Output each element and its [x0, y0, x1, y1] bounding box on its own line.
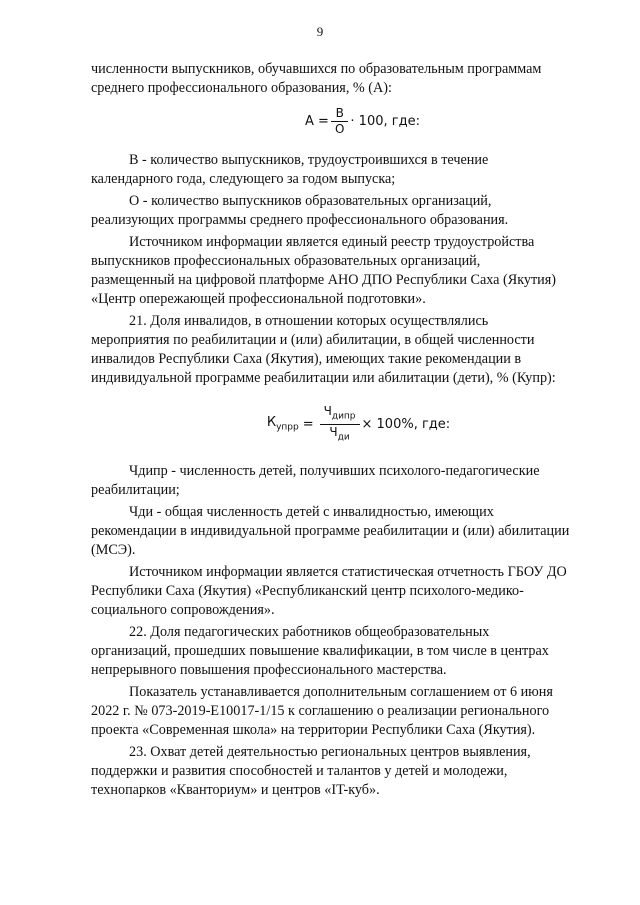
fraction-denominator: О [331, 121, 348, 137]
formula-lhs: $К_{упрр}$ [266, 414, 299, 433]
definition-o [91, 192, 594, 230]
fraction-numerator: В [335, 106, 344, 120]
text-line: 2022 г. № 073-2019-Е10017-1/15 к соглашению о реализации регионального [91, 702, 550, 719]
text-line: календарного года, следующего за годом выпуска; [91, 171, 396, 187]
text-line: социального сопровождения». [91, 601, 275, 618]
text-line: рекомендации в индивидуальной программе реабилитации и (или) абилитации [91, 522, 570, 539]
text-line: Показатель устанавливается дополнительным соглашением от 6 июня [129, 683, 553, 700]
text-line: мероприятия по реабилитации и (или) абилитации, в общей численности [91, 332, 535, 348]
text-line: Чди - общая численность детей с инвалидностью, имеющих [129, 503, 494, 520]
text-line: 23. Охват детей деятельностью региональных центров выявления, [129, 743, 531, 760]
definition-chdipr [91, 462, 594, 500]
text-line: Источником информации является статистическая отчетность ГБОУ ДО [129, 563, 567, 580]
source-paragraph-1 [91, 233, 594, 309]
paragraph-intro [91, 60, 594, 98]
text-line: (МСЭ). [91, 541, 136, 558]
equals-sign: = [302, 417, 314, 433]
definition-chdi [91, 503, 594, 560]
formula-a [131, 106, 594, 137]
text-line: проекта «Современная школа» на территории Республики Саха (Якутия). [91, 721, 536, 738]
text-line: Чдипр - численность детей, получивших психолого-педагогические [129, 462, 540, 479]
text-line: выпускников профессиональных образовательных организаций, [91, 253, 481, 269]
item-23 [91, 743, 594, 800]
item-22 [91, 623, 594, 680]
fraction-numerator: $Ч_{дипр}$ [323, 404, 356, 422]
definition-b [91, 151, 594, 189]
formula-fraction [333, 106, 346, 137]
text-line: 22. Доля педагогических работников общеобразовательных [129, 623, 490, 640]
text-line: Республики Саха (Якутия) «Республиканский центр психолого-медико- [91, 582, 524, 599]
text-line: организаций, прошедших повышение квалификации, в том числе в центрах [91, 642, 549, 659]
text-line: непрерывного повышения профессионального мастерства. [91, 661, 447, 678]
text-line: «Центр опережающей профессиональной подготовки». [91, 291, 426, 307]
formula-kupr [123, 404, 594, 446]
source-paragraph-2 [91, 563, 594, 620]
fraction-denominator: $Ч_{ди}$ [320, 424, 360, 445]
page-number: 9 [316, 24, 324, 39]
text-line: О - количество выпускников образовательных организаций, [129, 193, 492, 209]
source-paragraph-3 [91, 683, 594, 740]
text-line: В - количество выпускников, трудоустроившихся в течение [129, 152, 489, 168]
item-21 [91, 312, 594, 388]
text-line: Источником информации является единый реестр трудоустройства [129, 234, 535, 250]
text-line: реабилитации; [91, 481, 180, 498]
text-line: численности выпускников, обучавшихся по образовательным программам [91, 61, 542, 77]
document-body [91, 60, 594, 803]
formula-lhs: А = [305, 114, 329, 129]
text-line: среднего профессионального образования, % (А): [91, 80, 392, 96]
text-line: индивидуальной программе реабилитации или абилитации (дети), % (Купр): [91, 370, 556, 386]
text-line: технопарков «Кванториум» и центров «IT-куб». [91, 781, 380, 798]
formula-rest: · 100, где: [350, 114, 420, 129]
text-line: инвалидов Республики Саха (Якутия), имеющих такие рекомендации в [91, 351, 522, 367]
text-line: поддержки и развития способностей и талантов у детей и молодежи, [91, 762, 508, 779]
text-line: 21. Доля инвалидов, в отношении которых осуществлялись [129, 313, 489, 329]
text-line: размещенный на цифровой платформе АНО ДПО Республики Саха (Якутия) [91, 272, 557, 288]
formula-rest: × 100%, где: [361, 417, 451, 433]
text-line: реализующих программы среднего профессионального образования. [91, 212, 509, 228]
formula-fraction [322, 404, 358, 446]
